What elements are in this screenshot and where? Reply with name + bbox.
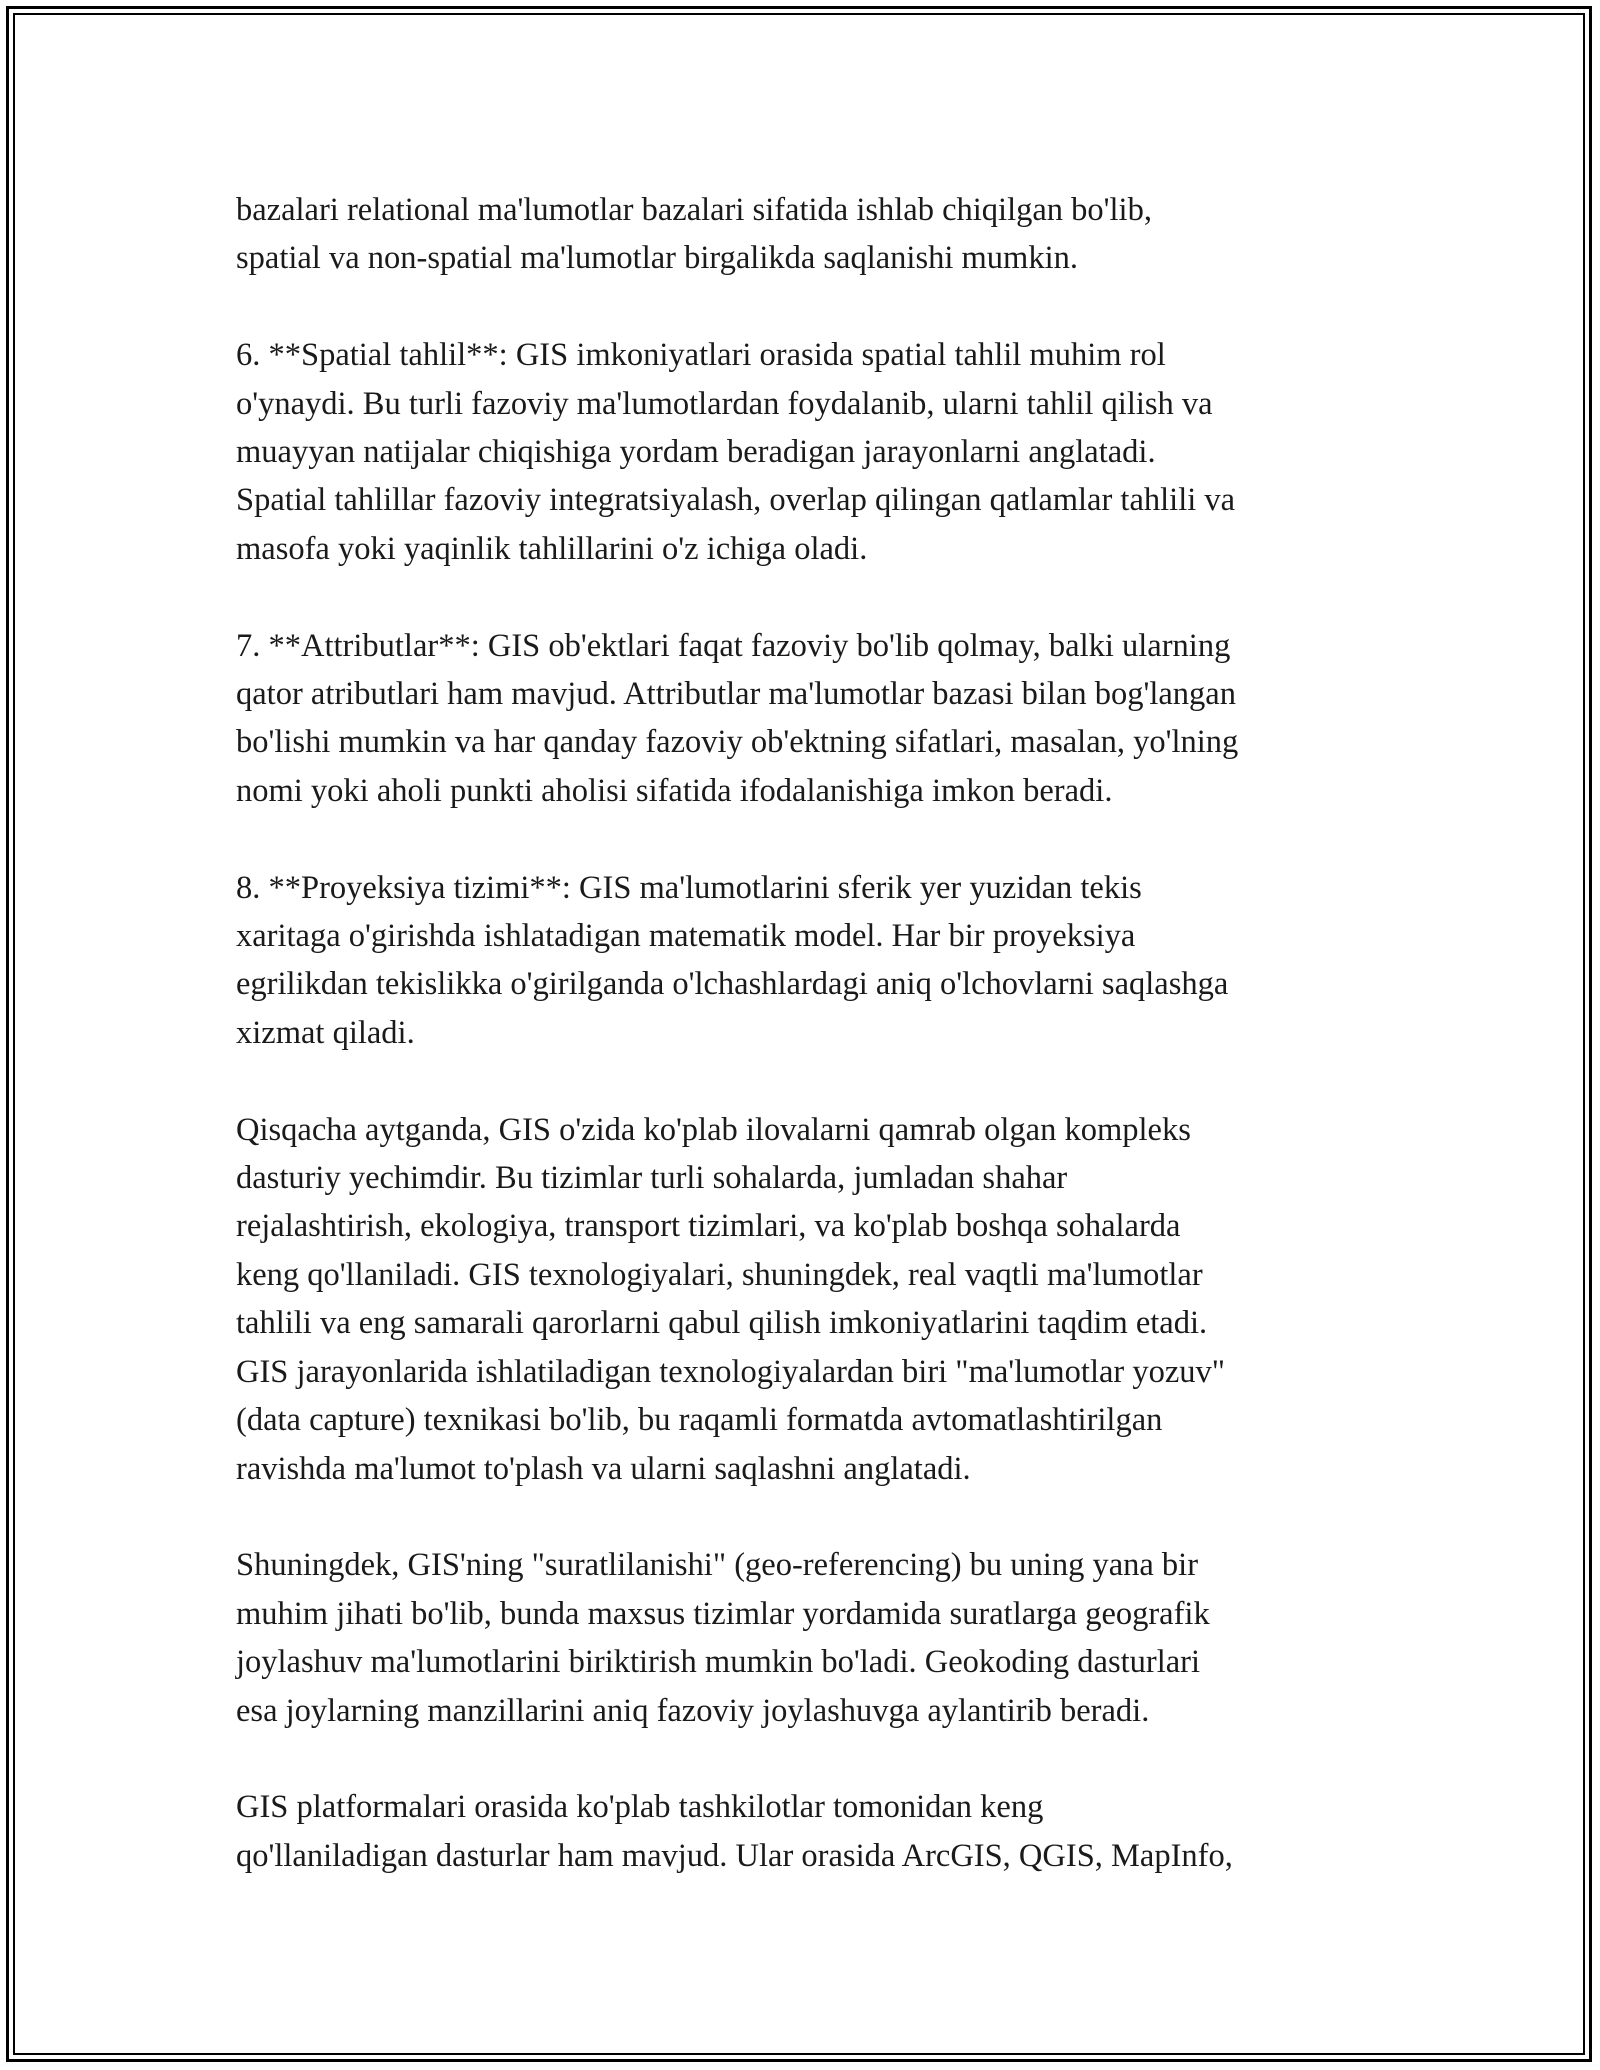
text-line: bazalari relational ma'lumotlar bazalari sifatida ishlab chiqilgan bo'lib, bbox=[236, 192, 1152, 228]
text-line: muayyan natijalar chiqishiga yordam beradigan jarayonlarni anglatadi. bbox=[236, 434, 1156, 471]
text-line: Qisqacha aytganda, GIS o'zida ko'plab ilovalarni qamrab olgan kompleks bbox=[236, 1111, 1191, 1148]
text-line: masofa yoki yaqinlik tahlillarini o'z ichiga oladi. bbox=[236, 530, 868, 567]
paragraph-platforms bbox=[236, 1783, 1376, 1880]
text-line: esa joylarning manzillarini aniq fazoviy joylashuvga aylantirib beradi. bbox=[236, 1692, 1150, 1729]
paragraph-attributes bbox=[236, 622, 1376, 816]
text-line: qator atributlari ham mavjud. Attributlar ma'lumotlar bazasi bilan bog'langan bbox=[236, 676, 1236, 713]
text-line: ravishda ma'lumot to'plash va ularni saqlashni anglatadi. bbox=[236, 1450, 971, 1487]
text-line: egrilikdan tekislikka o'girilganda o'lchashlardagi aniq o'lchovlarni saqlashga bbox=[236, 966, 1229, 1003]
text-line: nomi yoki aholi punkti aholisi sifatida ifodalanishiga imkon beradi. bbox=[236, 772, 1113, 809]
text-line: 7. **Attributlar**: GIS ob'ektlari faqat fazoviy bo'lib qolmay, balki ularning bbox=[236, 627, 1231, 664]
text-line: dasturiy yechimdir. Bu tizimlar turli sohalarda, jumladan shahar bbox=[236, 1160, 1068, 1197]
text-line: spatial va non-spatial ma'lumotlar birgalikda saqlanishi mumkin. bbox=[236, 240, 1078, 277]
text-line: tahlili va eng samarali qarorlarni qabul qilish imkoniyatlarini taqdim etadi. bbox=[236, 1305, 1208, 1342]
paragraph-summary bbox=[236, 1106, 1376, 1493]
text-line: Spatial tahlillar fazoviy integratsiyalash, overlap qilingan qatlamlar tahlili va bbox=[236, 482, 1236, 519]
text-line: qo'llaniladigan dasturlar ham mavjud. Ular orasida ArcGIS, QGIS, MapInfo, bbox=[236, 1837, 1233, 1874]
text-line: GIS jarayonlarida ishlatiladigan texnologiyalardan biri "ma'lumotlar yozuv" bbox=[236, 1353, 1226, 1390]
text-line: 6. **Spatial tahlil**: GIS imkoniyatlari orasida spatial tahlil muhim rol bbox=[236, 337, 1166, 374]
text-line: bo'lishi mumkin va har qanday fazoviy ob'ektning sifatlari, masalan, yo'lning bbox=[236, 724, 1239, 761]
text-line: xizmat qiladi. bbox=[236, 1014, 415, 1051]
paragraph-georeferencing bbox=[236, 1541, 1376, 1735]
text-line: keng qo'llaniladi. GIS texnologiyalari, shuningdek, real vaqtli ma'lumotlar bbox=[236, 1256, 1203, 1293]
text-line: o'ynaydi. Bu turli fazoviy ma'lumotlardan foydalanib, ularni tahlil qilish va bbox=[236, 385, 1213, 422]
paragraph-database-continuation bbox=[236, 186, 1376, 283]
text-line: muhim jihati bo'lib, bunda maxsus tizimlar yordamida suratlarga geografik bbox=[236, 1595, 1210, 1632]
text-line: xaritaga o'girishda ishlatadigan matematik model. Har bir proyeksiya bbox=[236, 918, 1136, 955]
paragraph-spatial-analysis bbox=[236, 331, 1376, 573]
paragraph-projection-system bbox=[236, 864, 1376, 1058]
text-line: 8. **Proyeksiya tizimi**: GIS ma'lumotlarini sferik yer yuzidan tekis bbox=[236, 869, 1142, 906]
text-line: rejalashtirish, ekologiya, transport tizimlari, va ko'plab boshqa sohalarda bbox=[236, 1208, 1181, 1245]
text-line: GIS platformalari orasida ko'plab tashkilotlar tomonidan keng bbox=[236, 1789, 1044, 1826]
text-line: joylashuv ma'lumotlarini biriktirish mumkin bo'ladi. Geokoding dasturlari bbox=[236, 1644, 1201, 1681]
text-line: Shuningdek, GIS'ning "suratlilanishi" (geo-referencing) bu uning yana bir bbox=[236, 1547, 1199, 1584]
document-body bbox=[236, 186, 1376, 1929]
text-line: (data capture) texnikasi bo'lib, bu raqamli formatda avtomatlashtirilgan bbox=[236, 1402, 1163, 1439]
